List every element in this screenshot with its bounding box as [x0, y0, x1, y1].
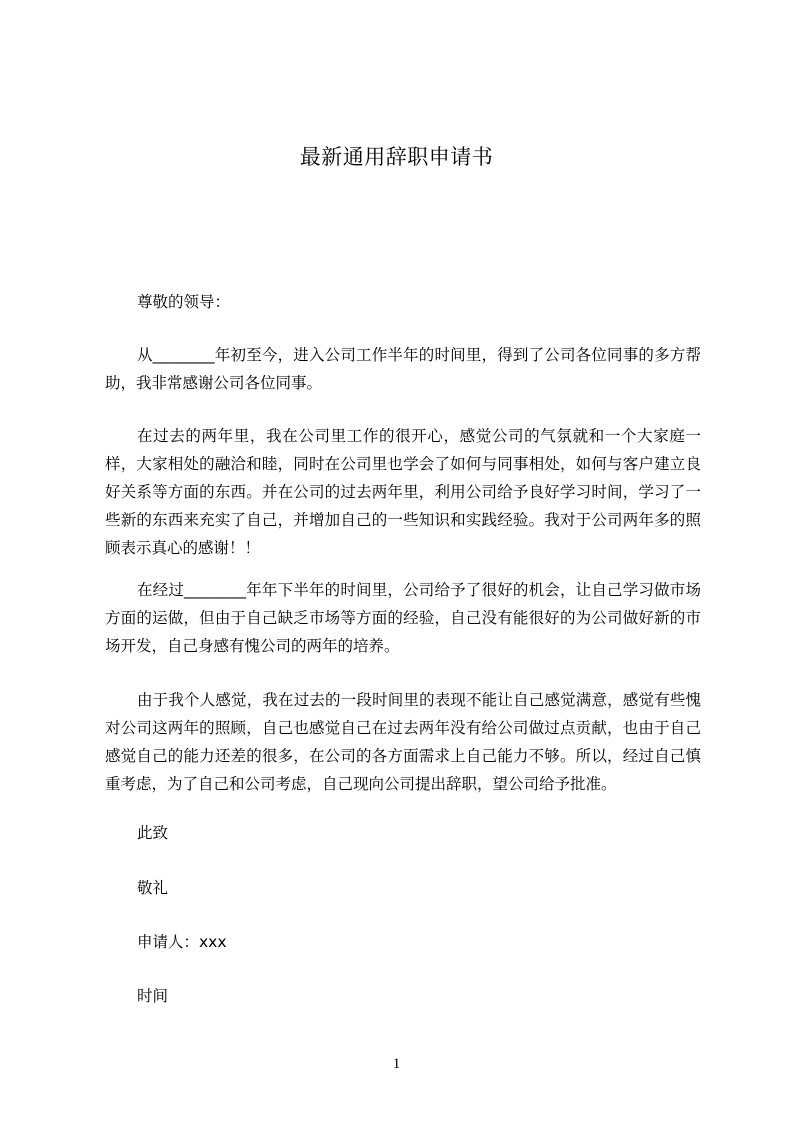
page-number: 1 [392, 1056, 401, 1072]
paragraph-2: 在过去的两年里，我在公司里工作的很开心，感觉公司的气氛就和一个大家庭一样，大家相处的融洽和睦，同时在公司里也学会了如何与同事相处，如何与客户建立良好关系等方面的东西。并在公司的过去两年里，利用公司给予良好学习时间，学习了一些新的东西来充实了自己，并增加自己的一些知识和实践经验。我对于公司两年多的照顾表示真心的感谢！！ [105, 427, 701, 557]
closing-regards: 敬礼 [137, 879, 169, 897]
paragraph-1: 从________年初至今，进入公司工作半年的时间里，得到了公司各位同事的多方帮助，我非常感谢公司各位同事。 [105, 346, 701, 392]
document-title: 最新通用辞职申请书 [299, 145, 494, 169]
paragraph-3: 在经过________年年下半年的时间里，公司给予了很好的机会，让自己学习做市场方面的运做，但由于自己缺乏市场等方面的经验，自己没有能很好的为公司做好新的市场开发，自己身感有愧公司的两年的培养。 [105, 581, 701, 655]
applicant-line: 申请人：xxx [137, 933, 227, 951]
closing-salutation: 此致 [137, 824, 169, 842]
salutation: 尊敬的领导： [137, 293, 231, 311]
paragraph-4: 由于我个人感觉，我在过去的一段时间里的表现不能让自己感觉满意，感觉有些愧对公司这两年的照顾，自己也感觉自己在过去两年没有给公司做过点贡献，也由于自己感觉自己的能力还差的很多，在公司的各方面需求上自己能力不够。所以，经过自己慎重考虑，为了自己和公司考虑，自己现向公司提出辞职，望公司给予批准。 [105, 691, 701, 793]
date-line: 时间 [137, 987, 169, 1005]
